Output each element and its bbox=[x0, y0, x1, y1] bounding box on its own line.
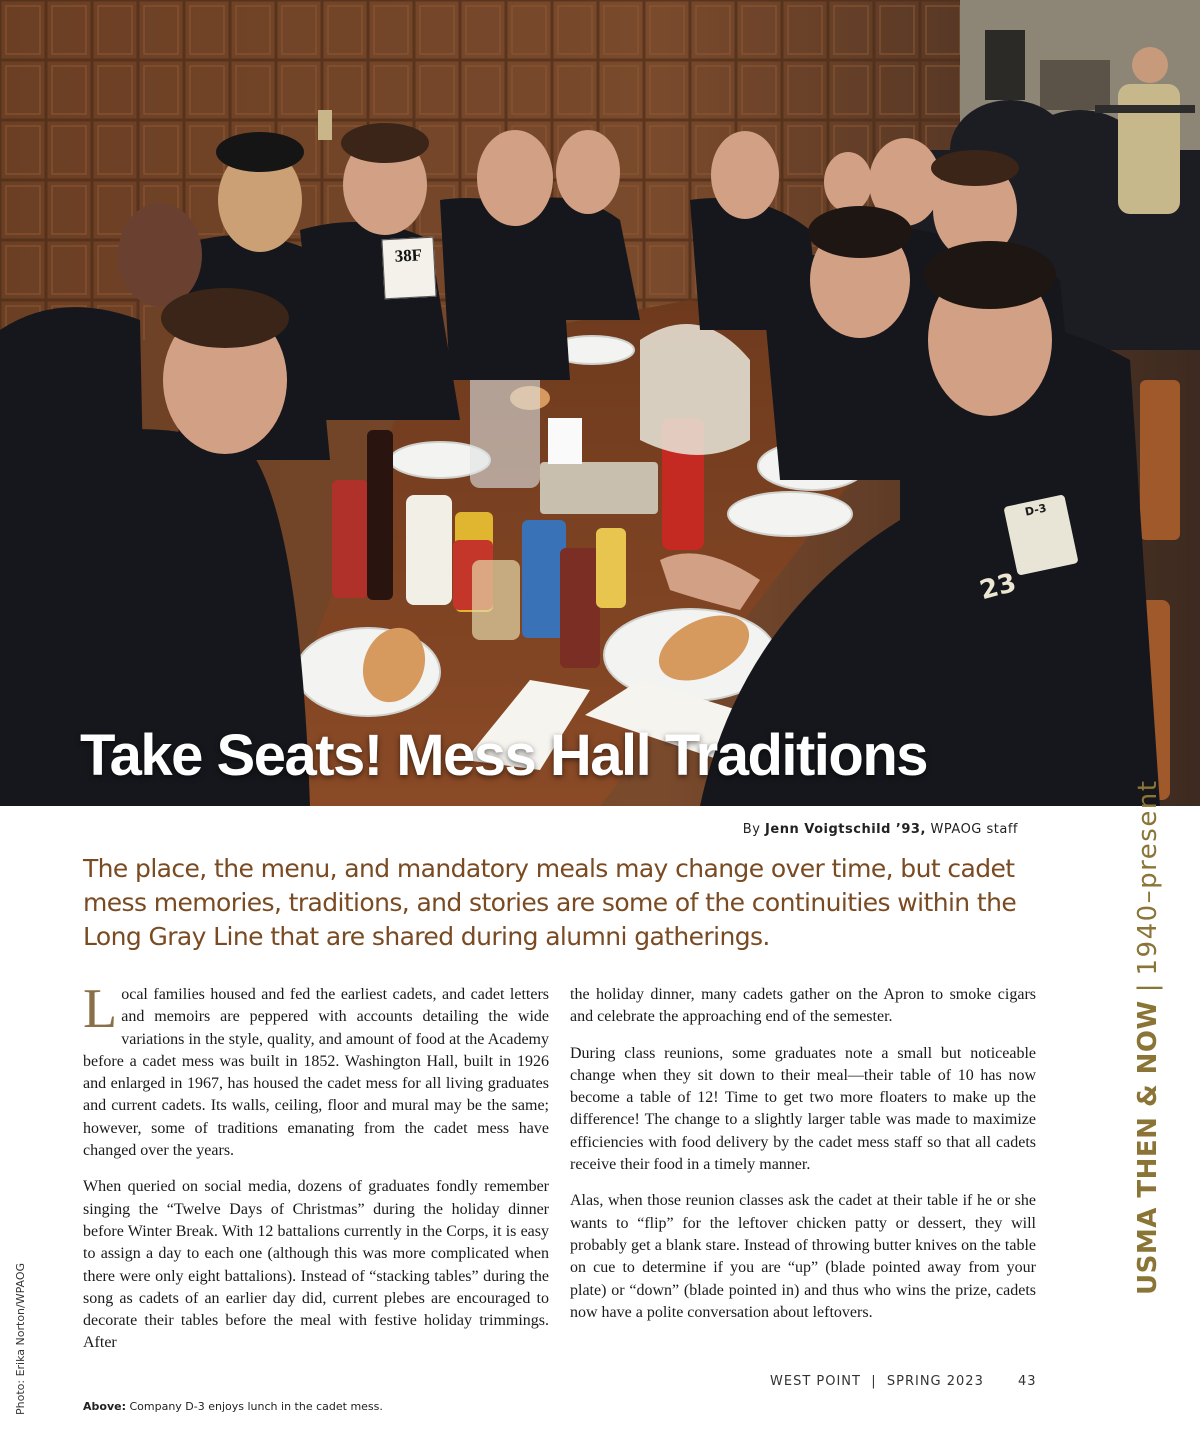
body-paragraph: the holiday dinner, many cadets gather on the Apron to smoke cigars and celebrate the approaching end of the semester. bbox=[570, 986, 1036, 1026]
class-year-patch: 23 bbox=[976, 567, 1020, 607]
table-number-sign: 38F bbox=[381, 237, 436, 300]
body-paragraph-text: ocal families housed and fed the earliest cadets, and cadet letters and memoirs are peppered with accounts detailing the wide variations in the style, quality, and amount of food at the Academy before a cadet mess was built in 1852. Washington Hall, built in 1926 and enlarged in 1967, has housed the cadet mess for all living graduates and current cadets. Its walls, ceiling, floor and mural may be the same; however, some of traditions emanating from the cadet mess have changed over the years. bbox=[83, 986, 549, 1160]
article-title: Take Seats! Mess Hall Traditions bbox=[80, 723, 928, 788]
section-separator: | bbox=[1133, 983, 1163, 993]
company-patch: D-3 bbox=[1003, 494, 1078, 575]
byline bbox=[743, 822, 1018, 837]
body-paragraph: Alas, when those reunion classes ask the cadet at their table if he or she wants to “flip” for the leftover chicken patty or dessert, they will probably get a blank stare. Instead of throwing butter knives on the table on cue to determine if you are “up” (blade pointed away from your plate) or “down” (blade pointed in) and thus who wins the prize, cadets now have a polite conversation about leftovers. bbox=[570, 1192, 1036, 1321]
byline-author: Jenn Voigtschild ’93, bbox=[765, 822, 926, 837]
photo-credit: Photo: Erika Norton/WPAOG bbox=[14, 1262, 27, 1415]
section-era: 1940–present bbox=[1133, 779, 1163, 976]
section-name: USMA THEN & NOW bbox=[1133, 1000, 1163, 1295]
byline-prefix: By bbox=[742, 822, 766, 837]
body-column-right bbox=[570, 984, 1036, 1338]
caption-label: Above: bbox=[83, 1400, 126, 1413]
section-side-label bbox=[1133, 780, 1163, 1296]
body-paragraph: When queried on social media, dozens of graduates fondly remember singing the “Twelve Days of Christmas” during the holiday dinner before Winter Break. With 12 battalions currently in the Corps, it is easy to assign a day to each one (although this was more complicated when there were only eight battalions). Instead of “stacking tables” during the song as cadets of an earlier day did, current plebes are encouraged to decorate their tables before the meal with festive holiday trimmings. After bbox=[83, 1178, 549, 1352]
photo-caption bbox=[83, 1400, 383, 1413]
caption-text: Company D-3 enjoys lunch in the cadet mess. bbox=[125, 1400, 383, 1413]
byline-role: WPAOG staff bbox=[925, 822, 1018, 837]
drop-cap: L bbox=[83, 978, 118, 1040]
page-number: 43 bbox=[1018, 1374, 1037, 1389]
body-paragraph: During class reunions, some graduates note a small but noticeable change when they sit down to their meal—their table of 10 has now become a table of 12! Time to get two more floaters to make up the difference! The change to a slightly larger table was made to maximize efficiencies with food delivery by the cadet mess staff so that all cadets receive their food in a timely manner. bbox=[570, 1044, 1036, 1174]
article-dek: The place, the menu, and mandatory meals may change over time, but cadet mess memories, traditions, and stories are some of the continuities within the Long Gray Line that are shared during alumni gatherings. bbox=[83, 854, 1017, 951]
footer-magazine-issue: WEST POINT | SPRING 2023 bbox=[770, 1374, 984, 1389]
body-paragraph bbox=[83, 978, 549, 1162]
body-column-left bbox=[83, 978, 549, 1369]
